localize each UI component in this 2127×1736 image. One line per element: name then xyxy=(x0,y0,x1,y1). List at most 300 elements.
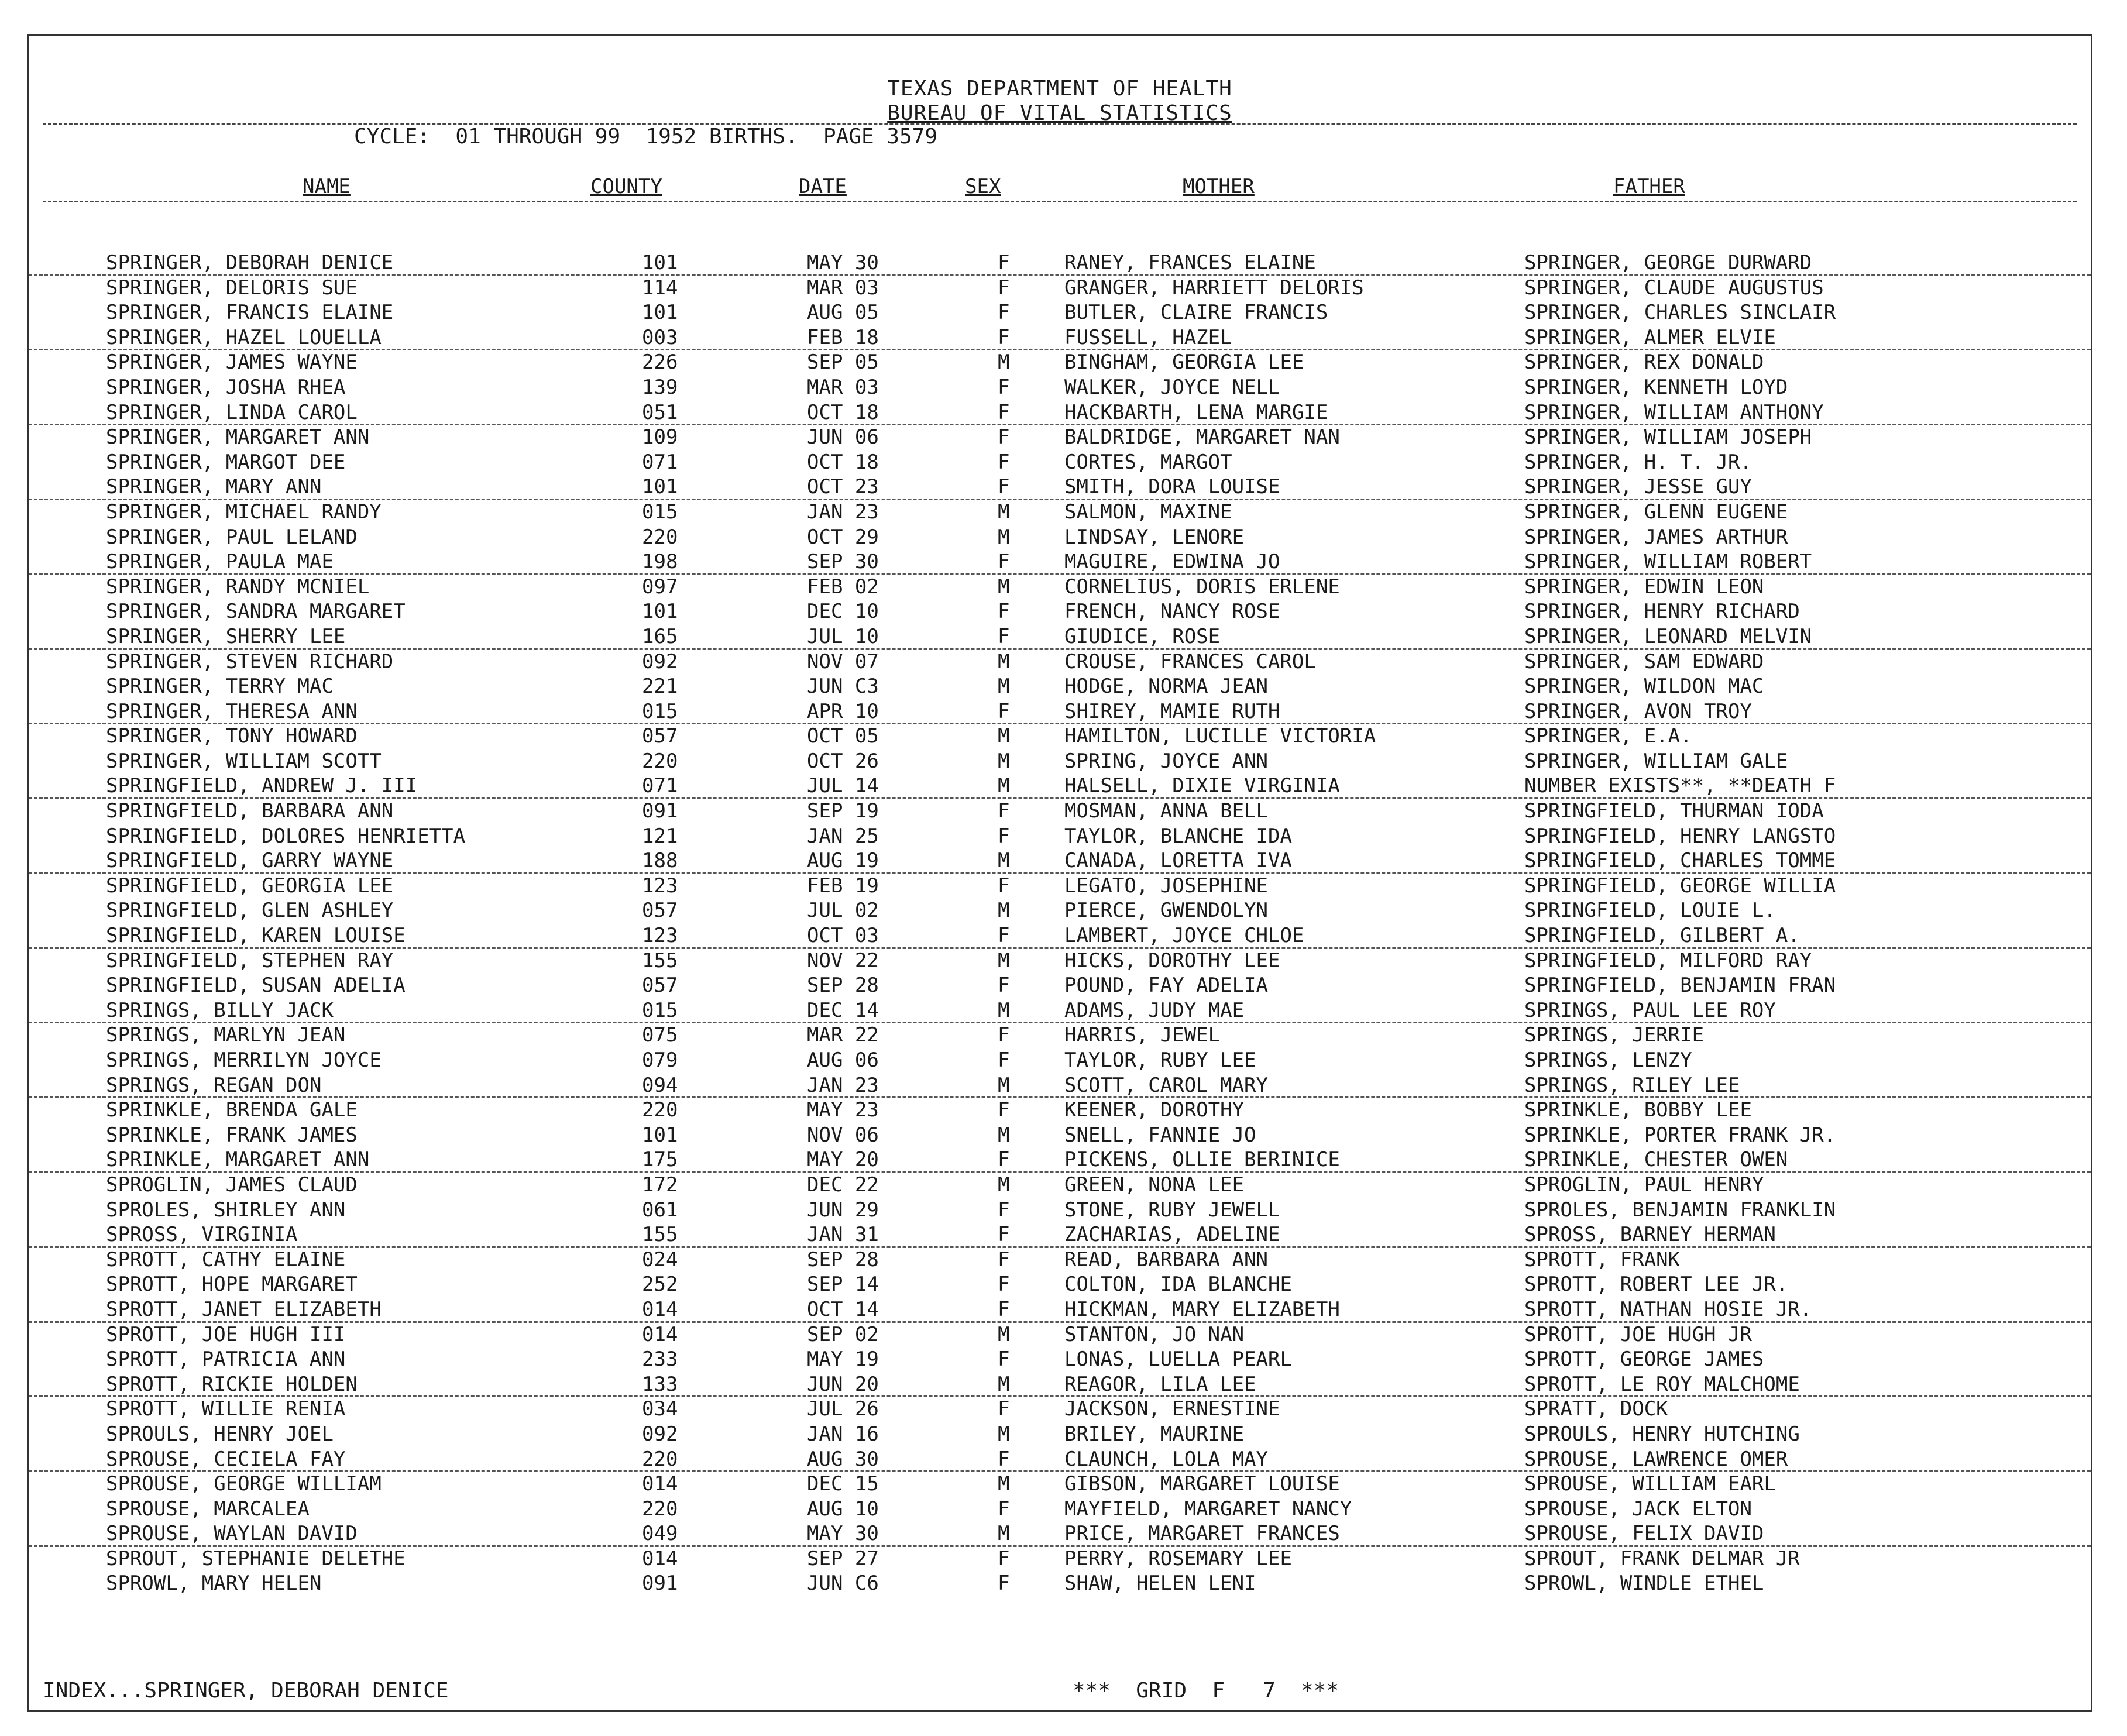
cell-county: 014 xyxy=(642,1546,678,1570)
cell-sex: F xyxy=(998,1148,1010,1172)
table-row xyxy=(29,301,2091,326)
cell-name: SPROUSE, MARCALEA xyxy=(106,1497,310,1521)
cell-mother: SALMON, MAXINE xyxy=(1064,500,1232,524)
table-row xyxy=(29,376,2091,401)
cell-date: OCT 18 xyxy=(807,400,879,424)
cell-mother: CORTES, MARGOT xyxy=(1064,450,1232,474)
cell-sex: M xyxy=(998,350,1010,374)
cell-mother: SHIREY, MAMIE RUTH xyxy=(1064,699,1280,723)
table-row xyxy=(29,924,2091,949)
cell-mother: TAYLOR, BLANCHE IDA xyxy=(1064,824,1292,848)
cell-father: SPROTT, JOE HUGH JR xyxy=(1524,1322,1752,1346)
cell-date: OCT 26 xyxy=(807,749,879,773)
cell-father: SPRINGFIELD, MILFORD RAY xyxy=(1524,948,1812,972)
cell-county: 057 xyxy=(642,724,678,748)
cell-date: OCT 18 xyxy=(807,450,879,474)
cell-county: 003 xyxy=(642,325,678,349)
table-row xyxy=(29,251,2091,276)
cell-county: 139 xyxy=(642,375,678,399)
cell-date: JUN C3 xyxy=(807,675,879,699)
cell-sex: M xyxy=(998,774,1010,798)
cell-mother: HICKS, DOROTHY LEE xyxy=(1064,948,1280,972)
cell-date: JUL 26 xyxy=(807,1397,879,1421)
cell-date: SEP 14 xyxy=(807,1273,879,1297)
cell-date: JUN 06 xyxy=(807,425,879,449)
cell-sex: F xyxy=(998,824,1010,848)
cell-mother: COLTON, IDA BLANCHE xyxy=(1064,1273,1292,1297)
cell-county: 101 xyxy=(642,251,678,274)
cell-father: SPRINGFIELD, GILBERT A. xyxy=(1524,924,1800,948)
cell-mother: WALKER, JOYCE NELL xyxy=(1064,375,1280,399)
cell-father: SPROLES, BENJAMIN FRANKLIN xyxy=(1524,1198,1836,1222)
cell-father: SPRINGER, WILLIAM ROBERT xyxy=(1524,550,1812,574)
cell-sex: F xyxy=(998,1023,1010,1047)
cell-sex: F xyxy=(998,450,1010,474)
cell-father: SPRINGFIELD, GEORGE WILLIA xyxy=(1524,874,1836,898)
cell-county: 014 xyxy=(642,1297,678,1321)
cell-sex: F xyxy=(998,1223,1010,1247)
cell-county: 155 xyxy=(642,948,678,972)
cell-county: 091 xyxy=(642,1572,678,1596)
cell-father: SPRINGER, AVON TROY xyxy=(1524,699,1752,723)
cell-county: 188 xyxy=(642,849,678,873)
cell-name: SPROUSE, GEORGE WILLIAM xyxy=(106,1472,382,1496)
cell-name: SPRINGS, BILLY JACK xyxy=(106,998,334,1022)
cell-date: SEP 02 xyxy=(807,1322,879,1346)
cell-date: MAR 03 xyxy=(807,276,879,300)
cell-mother: FRENCH, NANCY ROSE xyxy=(1064,600,1280,624)
cell-mother: MAGUIRE, EDWINA JO xyxy=(1064,550,1280,574)
cell-name: SPRINGER, PAULA MAE xyxy=(106,550,334,574)
cell-county: 114 xyxy=(642,276,678,300)
cell-father: SPROUSE, FELIX DAVID xyxy=(1524,1522,1764,1546)
table-row xyxy=(29,1148,2091,1173)
cell-name: SPRINGER, JOSHA RHEA xyxy=(106,375,346,399)
cell-county: 198 xyxy=(642,550,678,574)
cell-sex: M xyxy=(998,500,1010,524)
cell-name: SPRINGER, TONY HOWARD xyxy=(106,724,358,748)
cell-mother: PICKENS, OLLIE BERINICE xyxy=(1064,1148,1340,1172)
cell-mother: LAMBERT, JOYCE CHLOE xyxy=(1064,924,1304,948)
table-row xyxy=(29,350,2091,376)
cell-name: SPROTT, PATRICIA ANN xyxy=(106,1347,346,1371)
cell-sex: F xyxy=(998,301,1010,325)
cell-name: SPRINGER, THERESA ANN xyxy=(106,699,358,723)
cell-sex: F xyxy=(998,1572,1010,1596)
cell-county: 165 xyxy=(642,624,678,648)
cell-sex: M xyxy=(998,724,1010,748)
cell-date: FEB 18 xyxy=(807,325,879,349)
cell-sex: F xyxy=(998,1497,1010,1521)
cell-date: JUN 20 xyxy=(807,1372,879,1396)
grid-footer: *** GRID F 7 *** xyxy=(1073,1679,1339,1703)
cell-father: SPRINGS, LENZY xyxy=(1524,1049,1692,1072)
cell-name: SPRINGS, REGAN DON xyxy=(106,1073,322,1097)
cell-county: 051 xyxy=(642,400,678,424)
cell-mother: SPRING, JOYCE ANN xyxy=(1064,749,1268,773)
cell-county: 133 xyxy=(642,1372,678,1396)
cell-date: JAN 25 xyxy=(807,824,879,848)
cell-mother: STONE, RUBY JEWELL xyxy=(1064,1198,1280,1222)
cell-mother: SHAW, HELEN LENI xyxy=(1064,1572,1256,1596)
table-row xyxy=(29,550,2091,575)
table-row xyxy=(29,724,2091,750)
cell-mother: PERRY, ROSEMARY LEE xyxy=(1064,1546,1292,1570)
cell-name: SPRINGFIELD, GLEN ASHLEY xyxy=(106,899,394,923)
cell-father: SPRINKLE, BOBBY LEE xyxy=(1524,1098,1752,1122)
cell-sex: F xyxy=(998,1297,1010,1321)
table-row xyxy=(29,650,2091,675)
cell-mother: SNELL, FANNIE JO xyxy=(1064,1123,1256,1147)
table-row xyxy=(29,1522,2091,1547)
cell-county: 101 xyxy=(642,301,678,325)
cell-father: SPRINGER, ALMER ELVIE xyxy=(1524,325,1776,349)
cell-mother: GRANGER, HARRIETT DELORIS xyxy=(1064,276,1364,300)
cell-county: 094 xyxy=(642,1073,678,1097)
table-row xyxy=(29,675,2091,700)
cell-mother: READ, BARBARA ANN xyxy=(1064,1247,1268,1271)
cell-date: AUG 05 xyxy=(807,301,879,325)
cell-date: SEP 27 xyxy=(807,1546,879,1570)
cell-sex: F xyxy=(998,1049,1010,1072)
table-row xyxy=(29,1123,2091,1149)
cell-father: SPROTT, ROBERT LEE JR. xyxy=(1524,1273,1788,1297)
cell-mother: HARRIS, JEWEL xyxy=(1064,1023,1221,1047)
cell-county: 079 xyxy=(642,1049,678,1072)
cell-mother: CANADA, LORETTA IVA xyxy=(1064,849,1292,873)
cell-county: 172 xyxy=(642,1173,678,1197)
table-row xyxy=(29,1397,2091,1422)
table-row xyxy=(29,999,2091,1024)
column-header-mother: MOTHER xyxy=(1183,175,1255,198)
table-row xyxy=(29,451,2091,476)
cell-date: OCT 29 xyxy=(807,525,879,549)
cell-county: 175 xyxy=(642,1148,678,1172)
cell-sex: M xyxy=(998,1522,1010,1546)
cell-county: 015 xyxy=(642,699,678,723)
cell-mother: LINDSAY, LENORE xyxy=(1064,525,1245,549)
table-row xyxy=(29,1198,2091,1223)
cell-name: SPROTT, RICKIE HOLDEN xyxy=(106,1372,358,1396)
cell-father: SPRINGER, REX DONALD xyxy=(1524,350,1764,374)
cell-county: 024 xyxy=(642,1247,678,1271)
cell-name: SPROGLIN, JAMES CLAUD xyxy=(106,1173,358,1197)
cell-county: 015 xyxy=(642,500,678,524)
index-sheet xyxy=(27,34,2092,1712)
cell-sex: F xyxy=(998,325,1010,349)
cell-name: SPRINGFIELD, SUSAN ADELIA xyxy=(106,974,406,998)
cell-date: NOV 06 xyxy=(807,1123,879,1147)
cell-mother: BINGHAM, GEORGIA LEE xyxy=(1064,350,1304,374)
cell-sex: F xyxy=(998,1447,1010,1471)
cell-name: SPRINGER, STEVEN RICHARD xyxy=(106,649,394,673)
cell-father: SPRINGER, WILLIAM JOSEPH xyxy=(1524,425,1812,449)
table-row xyxy=(29,949,2091,974)
cell-father: SPRINGER, JESSE GUY xyxy=(1524,475,1752,499)
cell-sex: F xyxy=(998,874,1010,898)
cell-father: SPRINGER, WILLIAM ANTHONY xyxy=(1524,400,1824,424)
cell-date: AUG 19 xyxy=(807,849,879,873)
column-header-county: COUNTY xyxy=(590,175,662,198)
cell-name: SPROTT, CATHY ELAINE xyxy=(106,1247,346,1271)
cell-date: MAR 22 xyxy=(807,1023,879,1047)
cell-sex: M xyxy=(998,1472,1010,1496)
cell-county: 220 xyxy=(642,525,678,549)
table-row xyxy=(29,1223,2091,1248)
table-row xyxy=(29,1547,2091,1572)
cell-mother: GIBSON, MARGARET LOUISE xyxy=(1064,1472,1340,1496)
cell-mother: HICKMAN, MARY ELIZABETH xyxy=(1064,1297,1340,1321)
cell-county: 015 xyxy=(642,998,678,1022)
cell-sex: F xyxy=(998,1247,1010,1271)
table-row xyxy=(29,1273,2091,1298)
cell-mother: HAMILTON, LUCILLE VICTORIA xyxy=(1064,724,1376,748)
cell-county: 057 xyxy=(642,899,678,923)
cell-name: SPRINGER, DELORIS SUE xyxy=(106,276,358,300)
cell-sex: M xyxy=(998,1073,1010,1097)
cell-father: SPRINGFIELD, CHARLES TOMME xyxy=(1524,849,1836,873)
cell-father: SPRINGER, LEONARD MELVIN xyxy=(1524,624,1812,648)
header-divider xyxy=(43,123,2077,125)
cell-county: 097 xyxy=(642,575,678,599)
cell-date: JUL 10 xyxy=(807,624,879,648)
cell-father: SPROUSE, LAWRENCE OMER xyxy=(1524,1447,1788,1471)
cell-sex: F xyxy=(998,251,1010,274)
cell-county: 101 xyxy=(642,475,678,499)
table-row xyxy=(29,1098,2091,1123)
cell-sex: F xyxy=(998,550,1010,574)
cell-date: AUG 10 xyxy=(807,1497,879,1521)
cell-county: 109 xyxy=(642,425,678,449)
cell-date: SEP 28 xyxy=(807,974,879,998)
cell-name: SPROUSE, WAYLAN DAVID xyxy=(106,1522,358,1546)
table-row xyxy=(29,1173,2091,1198)
cell-name: SPRINKLE, BRENDA GALE xyxy=(106,1098,358,1122)
cell-sex: M xyxy=(998,1123,1010,1147)
cell-father: SPRINGFIELD, HENRY LANGSTO xyxy=(1524,824,1836,848)
cell-father: SPROUSE, WILLIAM EARL xyxy=(1524,1472,1776,1496)
cell-sex: M xyxy=(998,1422,1010,1446)
cell-date: APR 10 xyxy=(807,699,879,723)
cell-father: SPRINGS, JERRIE xyxy=(1524,1023,1705,1047)
table-row xyxy=(29,326,2091,351)
cell-date: DEC 14 xyxy=(807,998,879,1022)
table-row xyxy=(29,625,2091,650)
table-row xyxy=(29,1347,2091,1373)
cell-name: SPRINGER, PAUL LELAND xyxy=(106,525,358,549)
cell-name: SPROUSE, CECIELA FAY xyxy=(106,1447,346,1471)
table-row xyxy=(29,700,2091,725)
cell-name: SPRINGER, LINDA CAROL xyxy=(106,400,358,424)
cell-name: SPROULS, HENRY JOEL xyxy=(106,1422,334,1446)
cell-county: 071 xyxy=(642,774,678,798)
cell-mother: JACKSON, ERNESTINE xyxy=(1064,1397,1280,1421)
table-row xyxy=(29,899,2091,924)
cell-mother: KEENER, DOROTHY xyxy=(1064,1098,1245,1122)
cell-name: SPRINGFIELD, ANDREW J. III xyxy=(106,774,418,798)
cell-date: OCT 03 xyxy=(807,924,879,948)
cell-father: SPRINGER, WILDON MAC xyxy=(1524,675,1764,699)
cell-father: SPROGLIN, PAUL HENRY xyxy=(1524,1173,1764,1197)
table-row xyxy=(29,425,2091,451)
cell-mother: PRICE, MARGARET FRANCES xyxy=(1064,1522,1340,1546)
cell-mother: ADAMS, JUDY MAE xyxy=(1064,998,1245,1022)
cell-mother: SCOTT, CAROL MARY xyxy=(1064,1073,1268,1097)
cell-county: 061 xyxy=(642,1198,678,1222)
cell-name: SPRINGER, SANDRA MARGARET xyxy=(106,600,406,624)
table-row xyxy=(29,1472,2091,1497)
cell-mother: GREEN, NONA LEE xyxy=(1064,1173,1245,1197)
cell-date: MAY 30 xyxy=(807,251,879,274)
cell-father: SPROTT, GEORGE JAMES xyxy=(1524,1347,1764,1371)
table-row xyxy=(29,1572,2091,1597)
cell-mother: CLAUNCH, LOLA MAY xyxy=(1064,1447,1268,1471)
cell-father: SPROULS, HENRY HUTCHING xyxy=(1524,1422,1800,1446)
table-row xyxy=(29,475,2091,500)
cell-father: SPROUSE, JACK ELTON xyxy=(1524,1497,1752,1521)
cell-mother: LONAS, LUELLA PEARL xyxy=(1064,1347,1292,1371)
table-row xyxy=(29,799,2091,824)
cell-county: 220 xyxy=(642,1098,678,1122)
cell-father: SPRINGER, CLAUDE AUGUSTUS xyxy=(1524,276,1824,300)
cell-name: SPRINGER, WILLIAM SCOTT xyxy=(106,749,382,773)
table-row xyxy=(29,1422,2091,1448)
cell-mother: BRILEY, MAURINE xyxy=(1064,1422,1245,1446)
cell-father: SPRINGER, H. T. JR. xyxy=(1524,450,1752,474)
column-header-father: FATHER xyxy=(1613,175,1685,198)
cell-father: SPRINGER, E.A. xyxy=(1524,724,1692,748)
cell-date: SEP 05 xyxy=(807,350,879,374)
cell-county: 226 xyxy=(642,350,678,374)
cell-county: 091 xyxy=(642,799,678,823)
cell-name: SPRINGER, JAMES WAYNE xyxy=(106,350,358,374)
cell-date: OCT 14 xyxy=(807,1297,879,1321)
cell-mother: ZACHARIAS, ADELINE xyxy=(1064,1223,1280,1247)
cell-father: SPRINGER, SAM EDWARD xyxy=(1524,649,1764,673)
cell-date: SEP 19 xyxy=(807,799,879,823)
column-header-date: DATE xyxy=(799,175,847,198)
cell-date: SEP 28 xyxy=(807,1247,879,1271)
cell-county: 101 xyxy=(642,600,678,624)
table-row xyxy=(29,1323,2091,1348)
cell-mother: HALSELL, DIXIE VIRGINIA xyxy=(1064,774,1340,798)
table-row xyxy=(29,750,2091,775)
cell-mother: CROUSE, FRANCES CAROL xyxy=(1064,649,1316,673)
table-row xyxy=(29,525,2091,551)
cell-mother: PIERCE, GWENDOLYN xyxy=(1064,899,1268,923)
column-header-name: NAME xyxy=(303,175,351,198)
cell-name: SPRINGER, MARY ANN xyxy=(106,475,322,499)
cell-sex: M xyxy=(998,998,1010,1022)
cell-date: OCT 23 xyxy=(807,475,879,499)
cell-county: 155 xyxy=(642,1223,678,1247)
record-list xyxy=(29,251,2091,1597)
cell-sex: M xyxy=(998,749,1010,773)
cell-name: SPRINGER, MARGARET ANN xyxy=(106,425,370,449)
cell-name: SPROTT, JOE HUGH III xyxy=(106,1322,346,1346)
cell-name: SPRINGER, MICHAEL RANDY xyxy=(106,500,382,524)
table-row xyxy=(29,874,2091,899)
cell-sex: M xyxy=(998,1372,1010,1396)
cell-county: 220 xyxy=(642,749,678,773)
cell-date: AUG 30 xyxy=(807,1447,879,1471)
table-row xyxy=(29,276,2091,301)
cell-date: NOV 22 xyxy=(807,948,879,972)
cell-county: 233 xyxy=(642,1347,678,1371)
cell-father: SPROTT, NATHAN HOSIE JR. xyxy=(1524,1297,1812,1321)
cell-father: SPRINGER, EDWIN LEON xyxy=(1524,575,1764,599)
cell-sex: F xyxy=(998,1347,1010,1371)
cell-date: JAN 23 xyxy=(807,1073,879,1097)
cell-date: JAN 16 xyxy=(807,1422,879,1446)
cell-name: SPRINKLE, FRANK JAMES xyxy=(106,1123,358,1147)
cell-name: SPROTT, WILLIE RENIA xyxy=(106,1397,346,1421)
cell-date: JAN 31 xyxy=(807,1223,879,1247)
cell-sex: F xyxy=(998,375,1010,399)
cell-date: MAY 19 xyxy=(807,1347,879,1371)
cell-sex: F xyxy=(998,699,1010,723)
cell-mother: REAGOR, LILA LEE xyxy=(1064,1372,1256,1396)
cell-date: NOV 07 xyxy=(807,649,879,673)
cell-name: SPRINGER, RANDY MCNIEL xyxy=(106,575,370,599)
cell-county: 014 xyxy=(642,1322,678,1346)
table-row xyxy=(29,600,2091,625)
cell-sex: F xyxy=(998,1397,1010,1421)
cell-county: 092 xyxy=(642,1422,678,1446)
cell-county: 014 xyxy=(642,1472,678,1496)
cell-father: SPRINGER, CHARLES SINCLAIR xyxy=(1524,301,1836,325)
cell-sex: M xyxy=(998,649,1010,673)
cell-sex: F xyxy=(998,974,1010,998)
cell-name: SPROLES, SHIRLEY ANN xyxy=(106,1198,346,1222)
table-row xyxy=(29,1497,2091,1522)
cell-father: SPROSS, BARNEY HERMAN xyxy=(1524,1223,1776,1247)
cell-name: SPRINGFIELD, GEORGIA LEE xyxy=(106,874,394,898)
cell-name: SPRINGER, TERRY MAC xyxy=(106,675,334,699)
cell-father: SPRINGS, RILEY LEE xyxy=(1524,1073,1740,1097)
cell-sex: F xyxy=(998,400,1010,424)
cell-sex: F xyxy=(998,1273,1010,1297)
cell-county: 034 xyxy=(642,1397,678,1421)
cell-father: SPRINGFIELD, THURMAN IODA xyxy=(1524,799,1824,823)
cell-name: SPROTT, HOPE MARGARET xyxy=(106,1273,358,1297)
cell-mother: BUTLER, CLAIRE FRANCIS xyxy=(1064,301,1328,325)
cell-father: SPRINGER, JAMES ARTHUR xyxy=(1524,525,1788,549)
cell-county: 123 xyxy=(642,874,678,898)
cell-county: 101 xyxy=(642,1123,678,1147)
cell-sex: F xyxy=(998,1198,1010,1222)
cell-father: SPROUT, FRANK DELMAR JR xyxy=(1524,1546,1800,1570)
cell-date: JUN 29 xyxy=(807,1198,879,1222)
cell-father: SPROTT, FRANK xyxy=(1524,1247,1681,1271)
cell-sex: M xyxy=(998,675,1010,699)
index-footer: INDEX...SPRINGER, DEBORAH DENICE xyxy=(43,1679,449,1703)
cell-sex: M xyxy=(998,849,1010,873)
cell-father: SPRINGER, WILLIAM GALE xyxy=(1524,749,1788,773)
cell-name: SPRINGS, MARLYN JEAN xyxy=(106,1023,346,1047)
cell-name: SPROUT, STEPHANIE DELETHE xyxy=(106,1546,406,1570)
cell-name: SPRINGER, MARGOT DEE xyxy=(106,450,346,474)
table-row xyxy=(29,974,2091,999)
cell-date: JUL 02 xyxy=(807,899,879,923)
cell-father: SPRINGER, GEORGE DURWARD xyxy=(1524,251,1812,274)
cell-mother: MAYFIELD, MARGARET NANCY xyxy=(1064,1497,1352,1521)
cell-sex: M xyxy=(998,1173,1010,1197)
table-row xyxy=(29,575,2091,600)
cell-date: DEC 10 xyxy=(807,600,879,624)
cell-county: 121 xyxy=(642,824,678,848)
cell-name: SPRINGER, FRANCIS ELAINE xyxy=(106,301,394,325)
